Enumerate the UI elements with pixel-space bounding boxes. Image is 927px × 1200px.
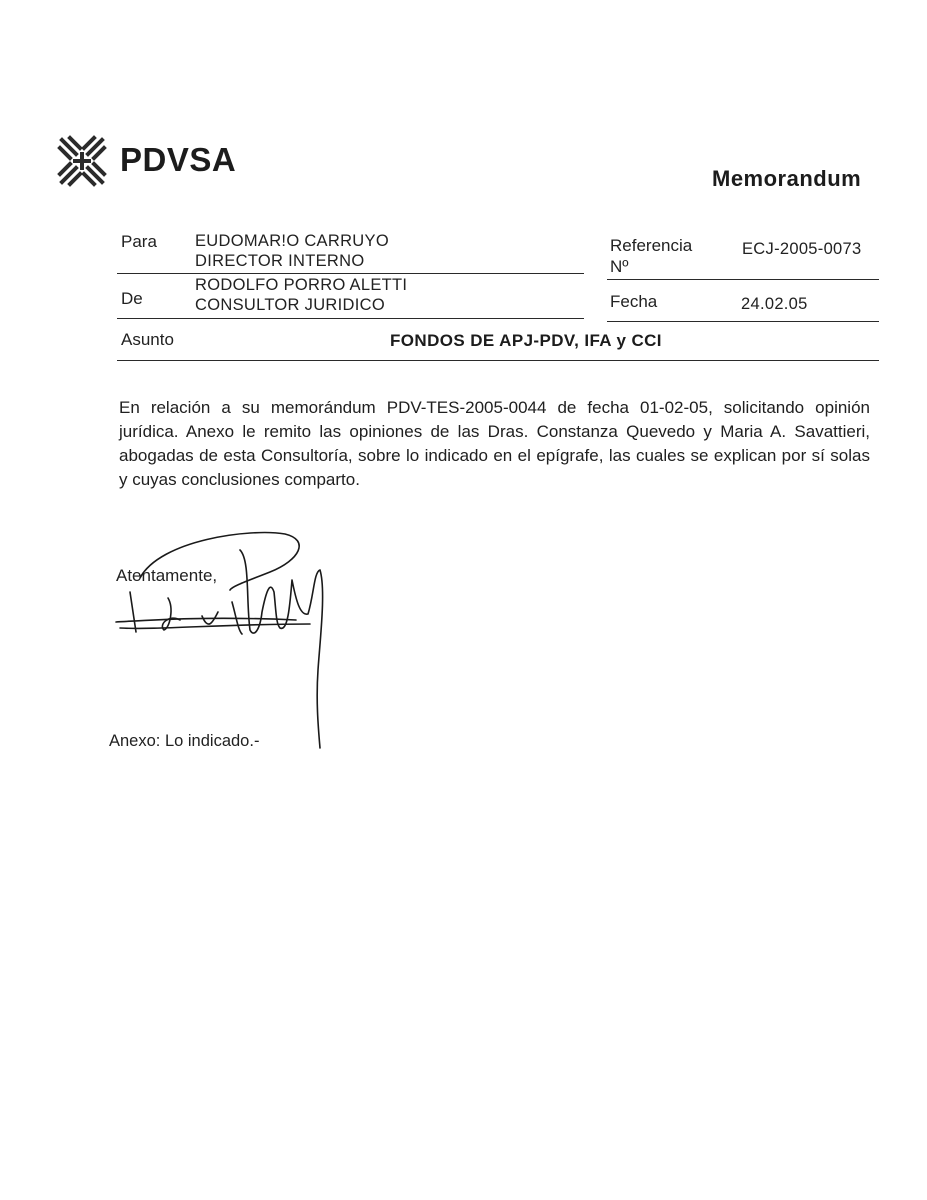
divider — [117, 360, 879, 361]
reference-value: ECJ-2005-0073 — [742, 240, 862, 258]
subject-value: FONDOS DE APJ-PDV, IFA y CCI — [390, 331, 662, 350]
body-paragraph: En relación a su memorándum PDV-TES-2005-0044 de fecha 01-02-05, solicitando opinión jurídica. Anexo le remito las opiniones de las Dras. Constanza Quevedo y Maria A. Savattieri, abogadas de esta Consultoría, sobre lo indicado en el epígrafe, las cuales se explican por sí solas y cuyas conclusiones comparto. — [119, 398, 870, 489]
to-label: Para — [121, 232, 157, 251]
from-title: CONSULTOR JURIDICO — [195, 296, 385, 314]
date-value: 24.02.05 — [741, 295, 808, 313]
pdvsa-logo-icon — [56, 134, 108, 188]
to-name: EUDOMAR!O CARRUYO — [195, 232, 389, 250]
subject-label: Asunto — [121, 330, 174, 349]
divider — [117, 318, 584, 319]
closing-salutation: Atentamente, — [116, 566, 218, 585]
date-label: Fecha — [610, 292, 658, 311]
reference-label: Referencia — [610, 236, 693, 255]
from-label: De — [121, 289, 143, 308]
from-name: RODOLFO PORRO ALETTI — [195, 276, 408, 294]
divider — [607, 279, 879, 280]
company-name: PDVSA — [120, 141, 237, 178]
reference-number-label: Nº — [610, 257, 629, 276]
to-title: DIRECTOR INTERNO — [195, 252, 365, 270]
signature — [100, 520, 340, 760]
document-title: Memorandum — [712, 166, 862, 191]
enclosure-note: Anexo: Lo indicado.- — [109, 732, 260, 750]
divider — [607, 321, 879, 322]
divider — [117, 273, 584, 274]
